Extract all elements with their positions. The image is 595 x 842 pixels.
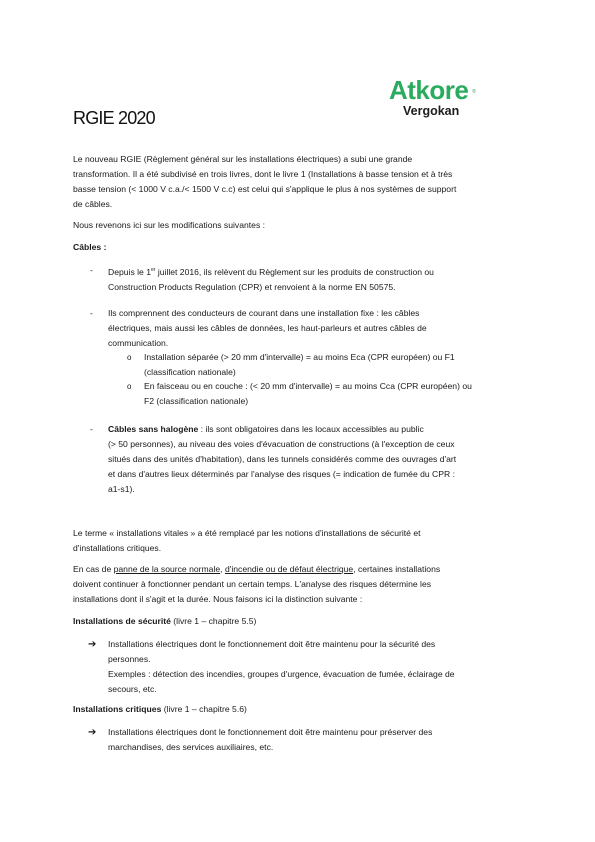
- arrow-right-icon: ➔: [88, 639, 97, 650]
- bullet-cpr: Depuis le 1er juillet 2016, ils relèvent du Règlement sur les produits de construction ou Construction Products Regulation (CPR) et renvoient à la norme EN 50575.: [108, 267, 434, 292]
- dash-marker: -: [90, 308, 93, 318]
- securite-description: Installations électriques dont le fonctionnement doit être maintenu pour la sécurité des personnes. Exemples : détection des incendies, groupes d'urgence, évacuation de fumée, éclairage de secours, etc.: [108, 639, 455, 694]
- bullet-sans-halogene: Câbles sans halogène : ils sont obligatoires dans les locaux accessibles au public (> 50 personnes), au niveau des voies d'évacuation de constructions (à l'exception de ceux situés dans des unités d'habitation), dans les tunnels considérés comme des ouvrages d'art et dans d'autres lieux déterminés par l'analyse des risques (= indication de fumée du CPR : a1-s1).: [108, 424, 457, 494]
- terme-paragraph: Le terme « installations vitales » a été remplacé par les notions d'installations de sécurité et d'installations critiques.: [73, 528, 421, 553]
- atkore-vergokan-logo: [389, 75, 501, 118]
- intro-paragraph: Le nouveau RGIE (Règlement général sur les installations électriques) a subi une grande transformation. Il a été subdivisé en trois livres, dont le livre 1 (Installations à basse tension et à très basse tension (< 1000 V c.a./< 1500 V c.c) est celui qui s'applique le plus à nos systèmes de support de câbles.: [73, 154, 457, 209]
- critiques-heading: Installations critiques (livre 1 – chapitre 5.6): [73, 704, 247, 714]
- critiques-description: Installations électriques dont le fonctionnement doit être maintenu pour préserver des marchandises, des services auxiliaires, etc.: [108, 727, 433, 752]
- bullet-conducteurs: Ils comprennent des conducteurs de courant dans une installation fixe : les câbles électriques, mais aussi les câbles de données, les haut-parleurs et autres câbles de communication.: [108, 308, 427, 348]
- circle-marker: o: [127, 353, 132, 362]
- page-title: RGIE 2020: [73, 108, 155, 128]
- circle-marker: o: [127, 382, 132, 391]
- sub-bullet-separee: Installation séparée (> 20 mm d'intervalle) = au moins Eca (CPR européen) ou F1 (classification nationale): [144, 352, 455, 377]
- dash-marker: -: [90, 265, 93, 275]
- logo-brand: Atkore ®: [389, 75, 476, 105]
- arrow-right-icon: ➔: [88, 727, 97, 738]
- logo-sub: Vergokan: [403, 104, 460, 118]
- cables-heading: Câbles :: [73, 242, 107, 252]
- dash-marker: -: [90, 424, 93, 434]
- revenons-text: Nous revenons ici sur les modifications suivantes :: [73, 220, 266, 230]
- panne-paragraph: En cas de panne de la source normale, d'incendie ou de défaut électrique, certaines installations doivent continuer à fonctionner pendant un certain temps. L'analyse des risques détermine les installations dont il s'agit et la durée. Nous faisons ici la distinction suivante :: [73, 564, 441, 604]
- securite-heading: Installations de sécurité (livre 1 – chapitre 5.5): [73, 616, 257, 626]
- sub-bullet-faisceau: En faisceau ou en couche : (< 20 mm d'intervalle) = au moins Cca (CPR européen) ou F2 (classification nationale): [144, 381, 472, 406]
